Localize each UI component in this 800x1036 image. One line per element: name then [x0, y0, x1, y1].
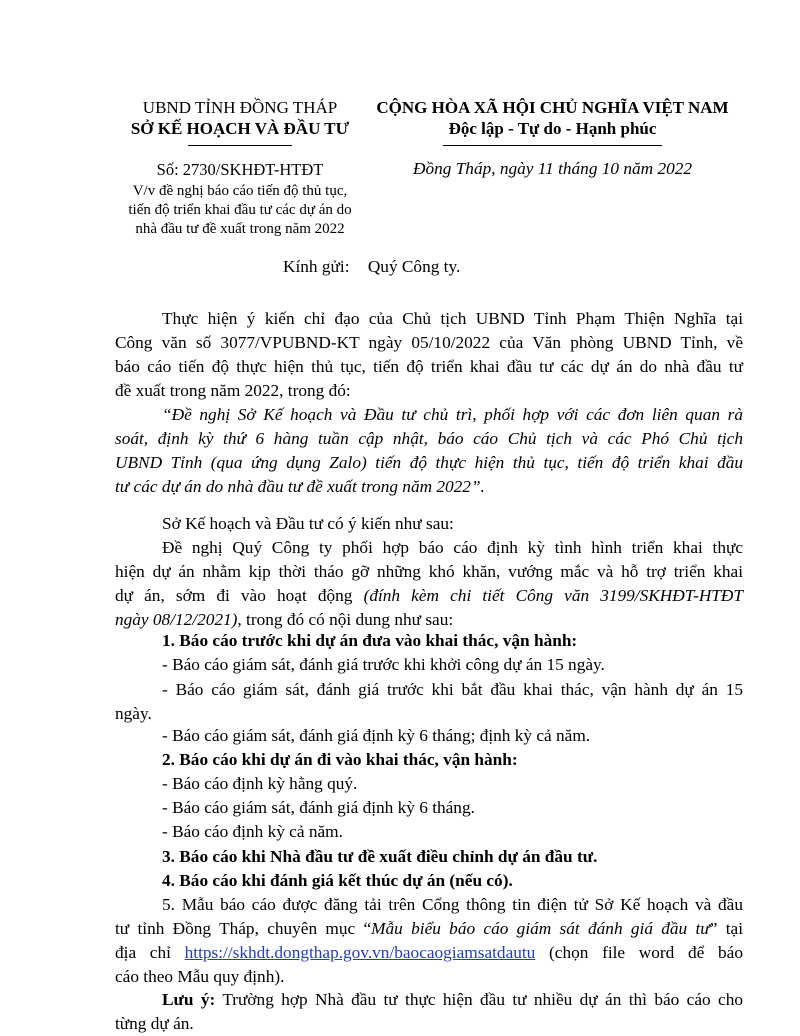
agency-underline: [188, 145, 292, 146]
agency-line-1: UBND TỈNH ĐỒNG THÁP: [142, 98, 338, 117]
quote-line: UBND Tỉnh (qua ứng dụng Zalo) tiến độ thực hiện thủ tục, tiến độ triển khai đầu: [115, 453, 743, 472]
note-line: Lưu ý: Trường hợp Nhà đầu tư thực hiện đầu tư nhiều dự án thì báo cáo cho: [162, 990, 743, 1009]
intro-line: Công văn số 3077/VPUBND-KT ngày 05/10/2022 của Văn phòng UBND Tỉnh, về: [115, 333, 743, 352]
intro-line: đề xuất trong năm 2022, trong đó:: [115, 381, 351, 400]
section-1-item: - Báo cáo giám sát, đánh giá định kỳ 6 tháng; định kỳ cả năm.: [162, 726, 591, 745]
section-5-line: cáo theo Mẫu quy định).: [115, 967, 285, 986]
intro-line: báo cáo tiến độ thực hiện thủ tục, tiến độ triển khai đầu tư các dự án do nhà đầu tư: [115, 357, 743, 376]
issuing-agency: [100, 97, 380, 139]
section-2-item: - Báo cáo giám sát, đánh giá định kỳ 6 tháng.: [162, 798, 475, 817]
place-and-date: Đồng Tháp, ngày 11 tháng 10 năm 2022: [412, 159, 693, 178]
note-label: Lưu ý:: [162, 990, 216, 1009]
subject-line: nhà đầu tư đề xuất trong năm 2022: [135, 221, 345, 237]
recipient: [283, 255, 460, 279]
section-3-title: 3. Báo cáo khi Nhà đầu tư đề xuất điều chỉnh dự án đầu tư.: [162, 847, 598, 866]
motto-underline: [443, 145, 662, 146]
nation-line-1: CỘNG HÒA XÃ HỘI CHỦ NGHĨA VIỆT NAM: [376, 98, 729, 117]
agency-line-2: SỞ KẾ HOẠCH VÀ ĐẦU TƯ: [130, 119, 350, 138]
note-line: từng dự án.: [115, 1014, 194, 1033]
intro-paragraph: [115, 307, 743, 403]
request-line: Đề nghị Quý Công ty phối hợp báo cáo định kỳ tình hình triển khai thực: [162, 538, 743, 557]
nation-line-2: Độc lập - Tự do - Hạnh phúc: [448, 119, 657, 138]
recipient-name: Quý Công ty.: [367, 257, 461, 276]
section-2-item: - Báo cáo định kỳ cả năm.: [162, 822, 343, 841]
section-5-line: địa chỉ https://skhdt.dongthap.gov.vn/baocaogiamsatdautu (chọn file word để báo: [115, 943, 743, 962]
section-5-line: 5. Mẫu báo cáo được đăng tải trên Cổng thông tin điện tử Sở Kế hoạch và đầu: [162, 895, 743, 914]
opinion-line: Sở Kế hoạch và Đầu tư có ý kiến như sau:: [162, 514, 454, 533]
quote-line: “Đề nghị Sở Kế hoạch và Đầu tư chủ trì, phối hợp với các đơn liên quan rà: [162, 405, 743, 424]
recipient-label: Kính gửi:: [283, 257, 350, 276]
document-number: Số: 2730/SKHĐT-HTĐT: [156, 160, 324, 179]
section-5: [115, 893, 743, 989]
section-2-item: - Báo cáo định kỳ hằng quý.: [162, 774, 358, 793]
request-paragraph: [115, 536, 743, 632]
request-line: ngày 08/12/2021), trong đó có nội dung như sau:: [115, 610, 454, 629]
quoted-directive: [115, 403, 743, 499]
report-template-link[interactable]: https://skhdt.dongthap.gov.vn/baocaogiamsatdautu: [184, 943, 536, 962]
section-1-item: - Báo cáo giám sát, đánh giá trước khi bắt đầu khai thác, vận hành dự án 15 ngày.: [115, 680, 743, 723]
section-5-line: tư tỉnh Đồng Tháp, chuyên mục “Mẫu biểu báo cáo giám sát đánh giá đầu tư” tại: [115, 919, 744, 938]
national-motto: [355, 97, 750, 139]
quote-line: soát, định kỳ thứ 6 hàng tuần cập nhật, báo cáo Chủ tịch và các Phó Chủ tịch: [115, 429, 743, 448]
subject-summary: [100, 182, 380, 239]
request-line: dự án, sớm đi vào hoạt động (đính kèm chi tiết Công văn 3199/SKHĐT-HTĐT: [115, 586, 744, 605]
subject-line: tiến độ triển khai đầu tư các dự án do: [128, 202, 352, 218]
section-2-title: 2. Báo cáo khi dự án đi vào khai thác, vận hành:: [162, 750, 518, 769]
subject-line: V/v đề nghị báo cáo tiến độ thủ tục,: [132, 183, 348, 199]
request-line: hiện dự án nhằm kịp thời tháo gỡ những khó khăn, vướng mắc và hỗ trợ triển khai: [115, 562, 743, 581]
quote-line: tư các dự án do nhà đầu tư đề xuất trong năm 2022”.: [115, 477, 485, 496]
section-1-item: - Báo cáo giám sát, đánh giá trước khi khởi công dự án 15 ngày.: [162, 655, 605, 674]
section-4-title: 4. Báo cáo khi đánh giá kết thúc dự án (nếu có).: [162, 871, 513, 890]
section-1-title: 1. Báo cáo trước khi dự án đưa vào khai thác, vận hành:: [162, 631, 578, 650]
intro-line: Thực hiện ý kiến chỉ đạo của Chủ tịch UBND Tỉnh Phạm Thiện Nghĩa tại: [162, 309, 743, 328]
